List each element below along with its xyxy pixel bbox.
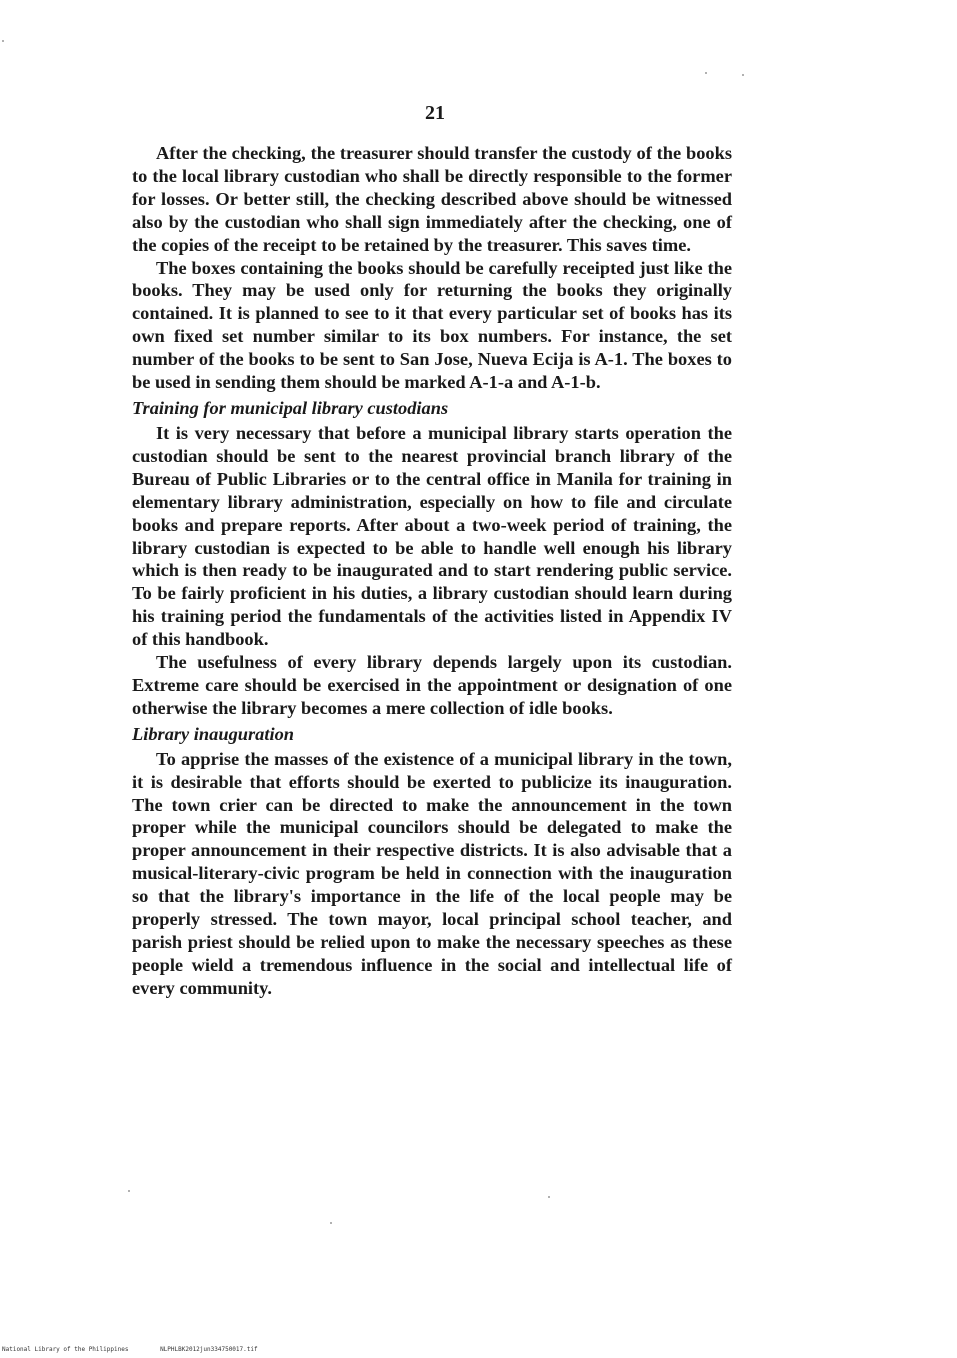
scan-speck bbox=[2, 40, 4, 42]
section-heading-inauguration: Library inauguration bbox=[132, 723, 294, 744]
page-body bbox=[132, 142, 732, 1000]
footer-source: National Library of the Philippines bbox=[2, 1346, 129, 1353]
scan-footer bbox=[2, 1346, 286, 1353]
paragraph-inauguration: To apprise the masses of the existence of a municipal library in the town, it is desirable that efforts should be exerted to publicize its inauguration. The town crier can be directed to make the announcement in the town proper while the municipal councilors should be delegated to make the proper announcement in their respective districts. It is also advisable that a musical-literary-civic program be held in connection with the inauguration so that the library's importance in the life of the local people may be properly stressed. The town mayor, local principal school teacher, and parish priest should be relied upon to make the necessary speeches as these people wield a tremendous influence in the social and intellectual life of every community. bbox=[132, 748, 732, 998]
footer-file-id: NLPHLBK2012jun334750017.tif bbox=[160, 1346, 258, 1353]
scan-speck bbox=[548, 1196, 550, 1198]
paragraph-usefulness: The usefulness of every library depends largely upon its custodian. Extreme care should be exercised in the appointment or designation of one otherwise the library becomes a mere collection of idle books. bbox=[132, 652, 732, 718]
scan-speck bbox=[705, 72, 707, 74]
paragraph-training: It is very necessary that before a municipal library starts operation the custodian should be sent to the nearest provincial branch library of the Bureau of Public Libraries or to the central office in Manila for training in elementary library administration, especially on how to file and circulate books and prepare reports. After about a two-week period of training, the library custodian is expected to be able to handle well enough his library which is then ready to be inaugurated and to start rendering public service. To be fairly proficient in his duties, a library custodian should learn during his training period the fundamentals of the activities listed in Appendix IV of this handbook. bbox=[132, 422, 732, 650]
page-number: 21 bbox=[425, 102, 445, 124]
scan-speck bbox=[742, 74, 744, 76]
scan-speck bbox=[330, 1222, 332, 1224]
paragraph-boxes: The boxes containing the books should be carefully receipted just like the books. They may be used only for returning the books they originally contained. It is planned to see to it that every particular set of books has its own fixed set number similar to its box numbers. For instance, the set number of the books to be sent to San Jose, Nueva Ecija is A-1. The boxes to be used in sending them should be marked A-1-a and A-1-b. bbox=[132, 257, 732, 393]
scan-speck bbox=[128, 1190, 130, 1192]
paragraph-custody-transfer: After the checking, the treasurer should transfer the custody of the books to the local library custodian who shall be directly responsible to the former for losses. Or better still, the checking described above should be witnessed also by the custodian who shall sign immediately after the checking, one of the copies of the receipt to be retained by the treasurer. This saves time. bbox=[132, 143, 732, 255]
section-heading-training: Training for municipal library custodians bbox=[132, 397, 449, 418]
